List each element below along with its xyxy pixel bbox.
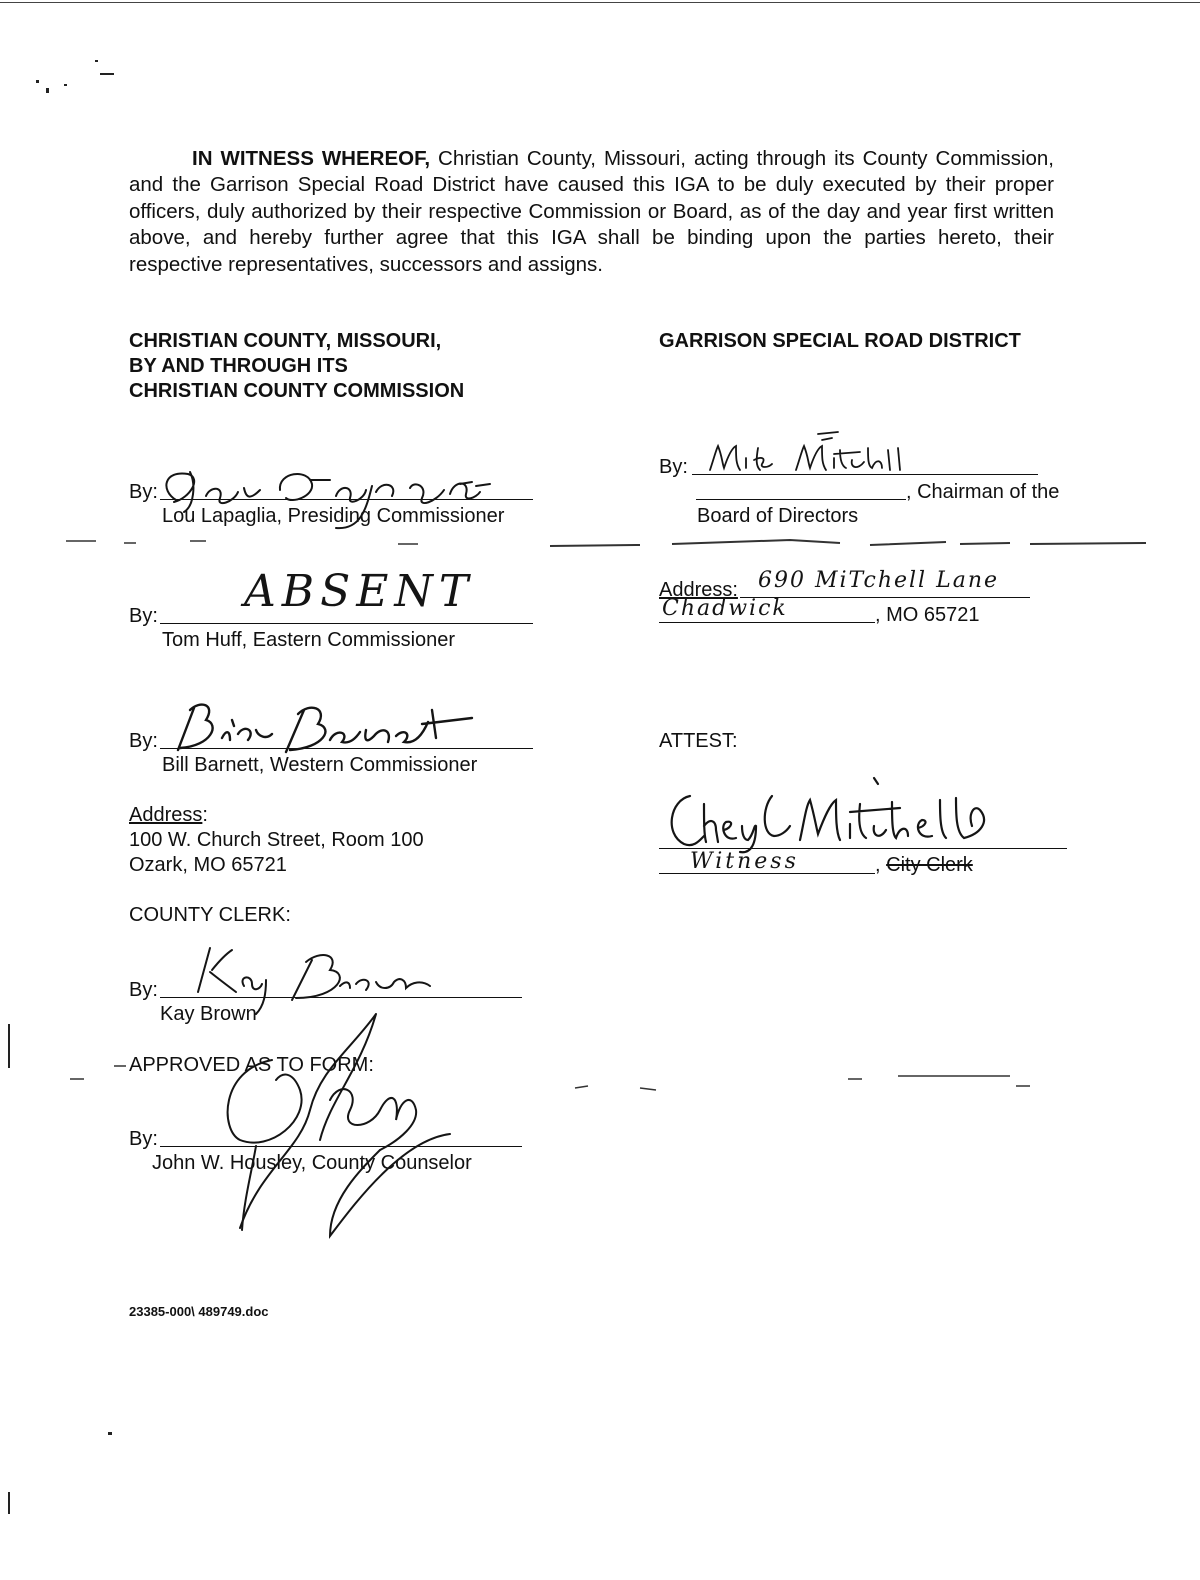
chairman-title: , Chairman of the bbox=[906, 481, 1060, 503]
address-line bbox=[659, 622, 875, 623]
by-label: By: bbox=[129, 605, 158, 627]
signer-name: Kay Brown bbox=[160, 1003, 257, 1025]
signature-mike-mitchell bbox=[700, 428, 920, 480]
in-witness-paragraph bbox=[129, 146, 1054, 278]
attest-comma: , bbox=[875, 854, 881, 876]
by-label: By: bbox=[129, 730, 158, 752]
signer-name: Bill Barnett, Western Commissioner bbox=[162, 754, 478, 776]
signature-barnett bbox=[160, 690, 490, 760]
attest-role bbox=[875, 852, 973, 878]
county-header-line: CHRISTIAN COUNTY COMMISSION bbox=[129, 380, 465, 402]
witness-handwritten: Witness bbox=[690, 849, 799, 874]
signature-lapaglia bbox=[160, 450, 500, 540]
address-state-zip: , MO 65721 bbox=[875, 604, 980, 626]
county-address-label: Address bbox=[129, 804, 203, 826]
signature-line bbox=[160, 623, 533, 624]
board-of-directors: Board of Directors bbox=[697, 505, 859, 527]
county-clerk-label: COUNTY CLERK: bbox=[129, 904, 291, 926]
title-blank-line bbox=[696, 499, 906, 500]
county-address-line: Ozark, MO 65721 bbox=[129, 854, 287, 876]
by-label: By: bbox=[129, 979, 158, 1001]
county-header bbox=[129, 329, 464, 404]
district-address-text: Address: bbox=[659, 579, 738, 601]
absent-handwritten: ABSENT bbox=[244, 566, 475, 617]
city-clerk-struck: City Clerk bbox=[886, 854, 973, 876]
in-witness-body: Christian County, Missouri, acting through its County Commission, and the Garrison Special Road District have caused this IGA to be duly executed by their proper officers, duly authorized by their respective Commission or Board, as of the day and year first written above, and hereby further agree that this IGA shall be binding upon the parties hereto, their respective representatives, successors and assigns. bbox=[129, 147, 1054, 276]
signature-cheryl-mitchell bbox=[660, 774, 1020, 854]
signer-name: John W. Housley, County Counselor bbox=[152, 1152, 472, 1174]
by-label: By: bbox=[129, 1128, 158, 1150]
address-handwritten-city: Chadwick bbox=[662, 596, 788, 621]
signer-name: Tom Huff, Eastern Commissioner bbox=[162, 629, 456, 651]
county-address-colon: : bbox=[202, 804, 208, 826]
county-address-heading bbox=[129, 802, 208, 828]
in-witness-lead: IN WITNESS WHEREOF, bbox=[192, 147, 431, 170]
document-reference: 23385-000\ 489749.doc bbox=[129, 1304, 269, 1319]
by-label: By: bbox=[129, 481, 158, 503]
attest-label: ATTEST: bbox=[659, 730, 738, 752]
district-header: GARRISON SPECIAL ROAD DISTRICT bbox=[659, 330, 1021, 352]
county-address-line: 100 W. Church Street, Room 100 bbox=[129, 829, 424, 851]
county-header-line: BY AND THROUGH ITS bbox=[129, 355, 348, 377]
county-header-line: CHRISTIAN COUNTY, MISSOURI, bbox=[129, 330, 442, 352]
signer-name: Lou Lapaglia, Presiding Commissioner bbox=[162, 505, 505, 527]
by-label: By: bbox=[659, 456, 688, 478]
address-handwritten-street: 690 MiTchell Lane bbox=[758, 568, 1000, 593]
approved-label: APPROVED AS TO FORM: bbox=[129, 1054, 374, 1076]
signature-housley bbox=[200, 1000, 500, 1250]
